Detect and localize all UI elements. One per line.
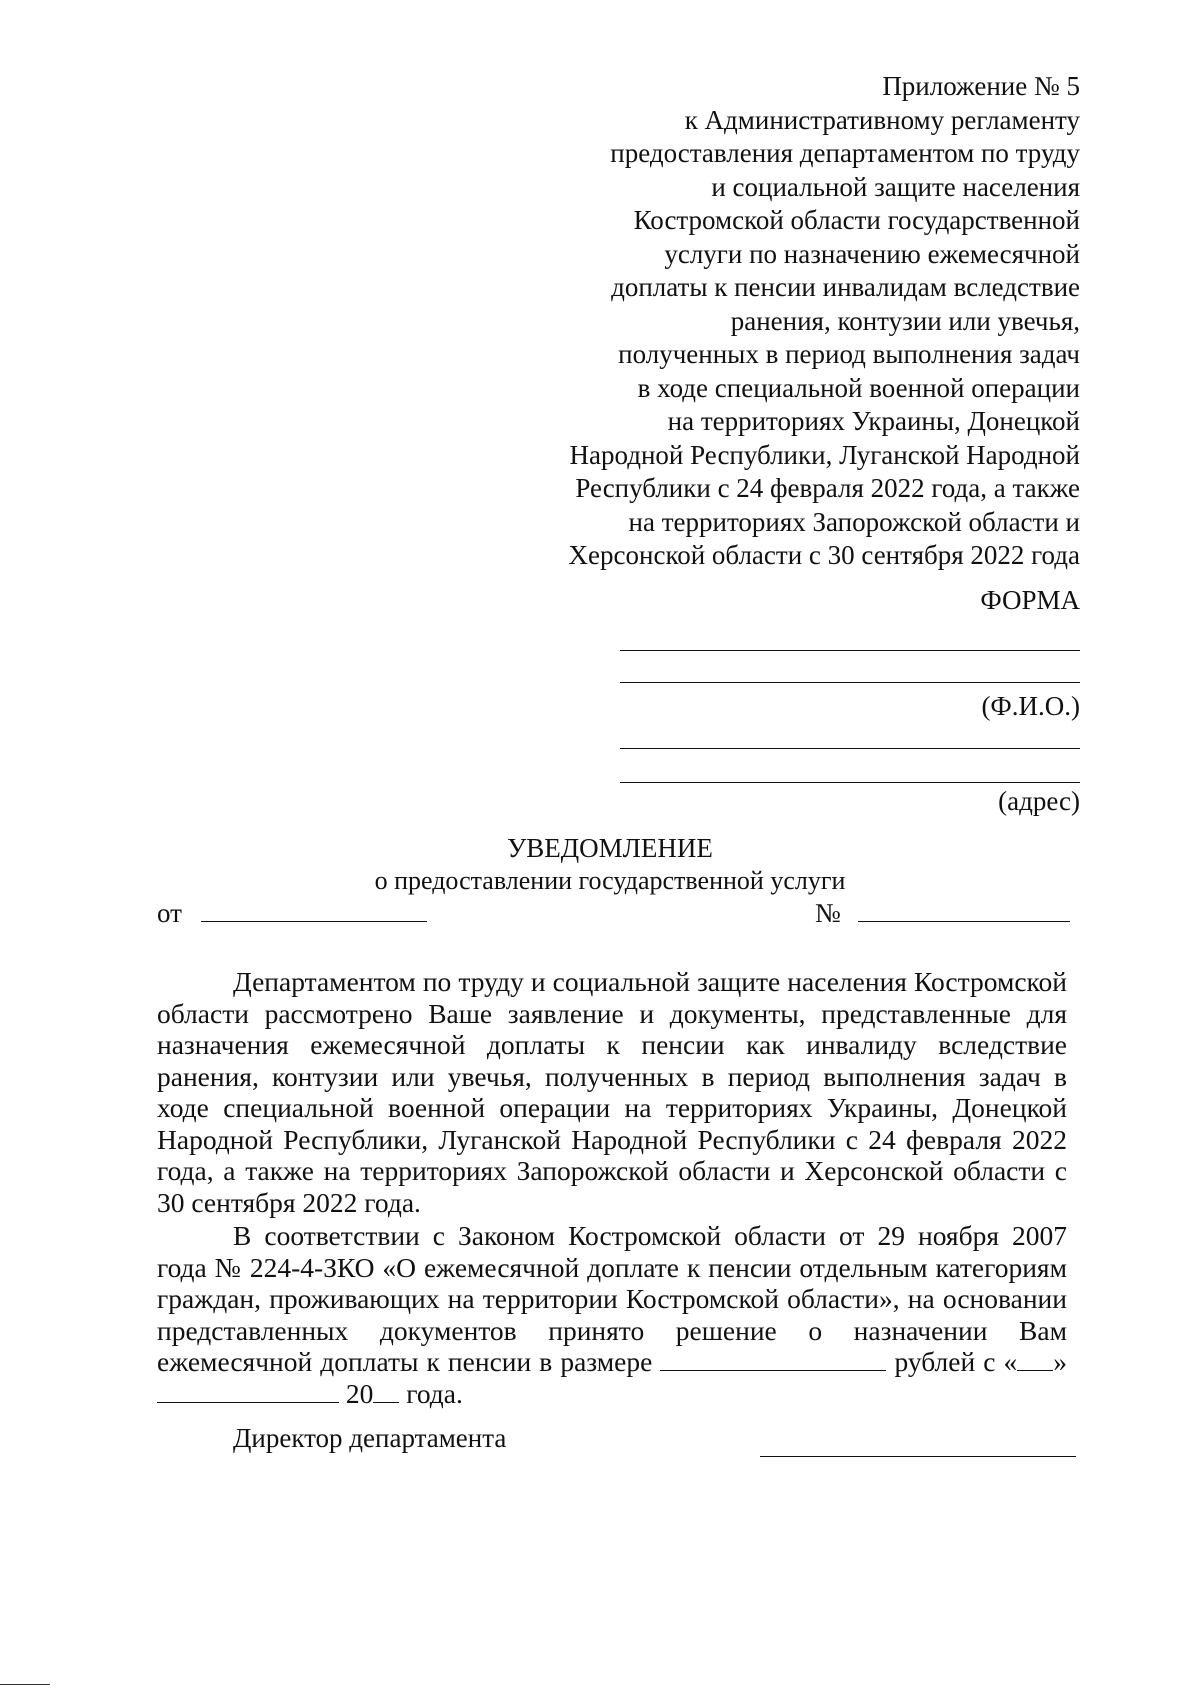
fio-line-1[interactable] bbox=[620, 650, 1080, 651]
notice-title: УВЕДОМЛЕНИЕ bbox=[507, 833, 713, 863]
number-blank[interactable] bbox=[858, 899, 1070, 922]
appendix-line: Народной Республики, Луганской Народной bbox=[569, 439, 1080, 470]
from-label: от bbox=[157, 898, 182, 928]
appendix-line: полученных в период выполнения задач bbox=[618, 339, 1080, 369]
appendix-line: Республики с 24 февраля 2022 года, а также bbox=[575, 473, 1080, 503]
year-suffix: года. bbox=[406, 1377, 463, 1409]
year-prefix: 20 bbox=[345, 1377, 374, 1409]
open-quote: « bbox=[1003, 1346, 1018, 1377]
day-blank[interactable] bbox=[1017, 1348, 1053, 1371]
number-label: № bbox=[815, 898, 841, 928]
from-date-blank[interactable] bbox=[201, 899, 427, 922]
appendix-line: доплаты к пенсии инвалидам вследствие bbox=[611, 272, 1080, 302]
amount-blank[interactable] bbox=[660, 1348, 886, 1371]
body-paragraph-2 bbox=[157, 1220, 1067, 1409]
fio-line-2[interactable] bbox=[620, 682, 1080, 683]
body-paragraph-1: Департаментом по труду и социальной защите населения Костромской области рассмотрено Ваше заявление и документы, представленные для назначения ежемесячной доплаты к пенсии как инвалиду вследствие ранения, контузии или увечья, полученных в период выполнения задач в ходе специальной военной операции на территориях Украины, Донецкой Народной Республики, Луганской Народной Республики с 24 февраля 2022 года, а также на территориях Запорожской области и Херсонской области с 30 сентября 2022 года. bbox=[157, 966, 1067, 1218]
appendix-line: Костромской области государственной bbox=[633, 205, 1080, 235]
close-quote: » bbox=[1053, 1346, 1067, 1377]
appendix-line: Херсонской области с 30 сентября 2022 года bbox=[568, 540, 1080, 570]
appendix-line: ранения, контузии или увечья, bbox=[730, 305, 1080, 336]
appendix-header bbox=[520, 70, 1080, 573]
notice-subtitle: о предоставлении государственной услуги bbox=[374, 866, 846, 895]
appendix-line: и социальной защите населения bbox=[711, 171, 1080, 202]
appendix-line: на территориях Украины, Донецкой bbox=[667, 406, 1080, 436]
rubles-from-text: рублей с bbox=[894, 1346, 996, 1377]
appendix-line: услуги по назначению ежемесячной bbox=[664, 238, 1080, 269]
address-line-1[interactable] bbox=[620, 748, 1080, 749]
body-paragraph-2-text: В соответствии с Законом Костромской области от 29 ноября 2007 года № 224-4-ЗКО «О ежемесячной доплате к пенсии отдельным категориям граждан, проживающих на территории Костромской области», на основании представленных документов принято решение о назначении Вам ежемесячной доплаты к пенсии в размере bbox=[157, 1220, 1067, 1377]
notice-body bbox=[157, 966, 1067, 1409]
year-blank[interactable] bbox=[373, 1380, 399, 1403]
form-label: ФОРМА bbox=[980, 585, 1080, 615]
signature-line[interactable] bbox=[760, 1456, 1076, 1457]
address-line-2[interactable] bbox=[620, 782, 1080, 783]
appendix-line: к Административному регламенту bbox=[684, 104, 1080, 135]
appendix-line: Приложение № 5 bbox=[882, 71, 1080, 101]
appendix-line: предоставления департаментом по труду bbox=[610, 138, 1080, 168]
fio-caption: (Ф.И.О.) bbox=[981, 691, 1080, 721]
number-row bbox=[815, 898, 1070, 929]
month-blank[interactable] bbox=[157, 1380, 339, 1403]
signature-label: Директор департамента bbox=[233, 1423, 507, 1453]
from-date-row bbox=[157, 898, 427, 929]
scan-corner-mark bbox=[0, 1684, 50, 1685]
appendix-line: в ходе специальной военной операции bbox=[637, 372, 1080, 403]
address-caption: (адрес) bbox=[998, 786, 1080, 816]
appendix-line: на территориях Запорожской области и bbox=[628, 506, 1080, 537]
